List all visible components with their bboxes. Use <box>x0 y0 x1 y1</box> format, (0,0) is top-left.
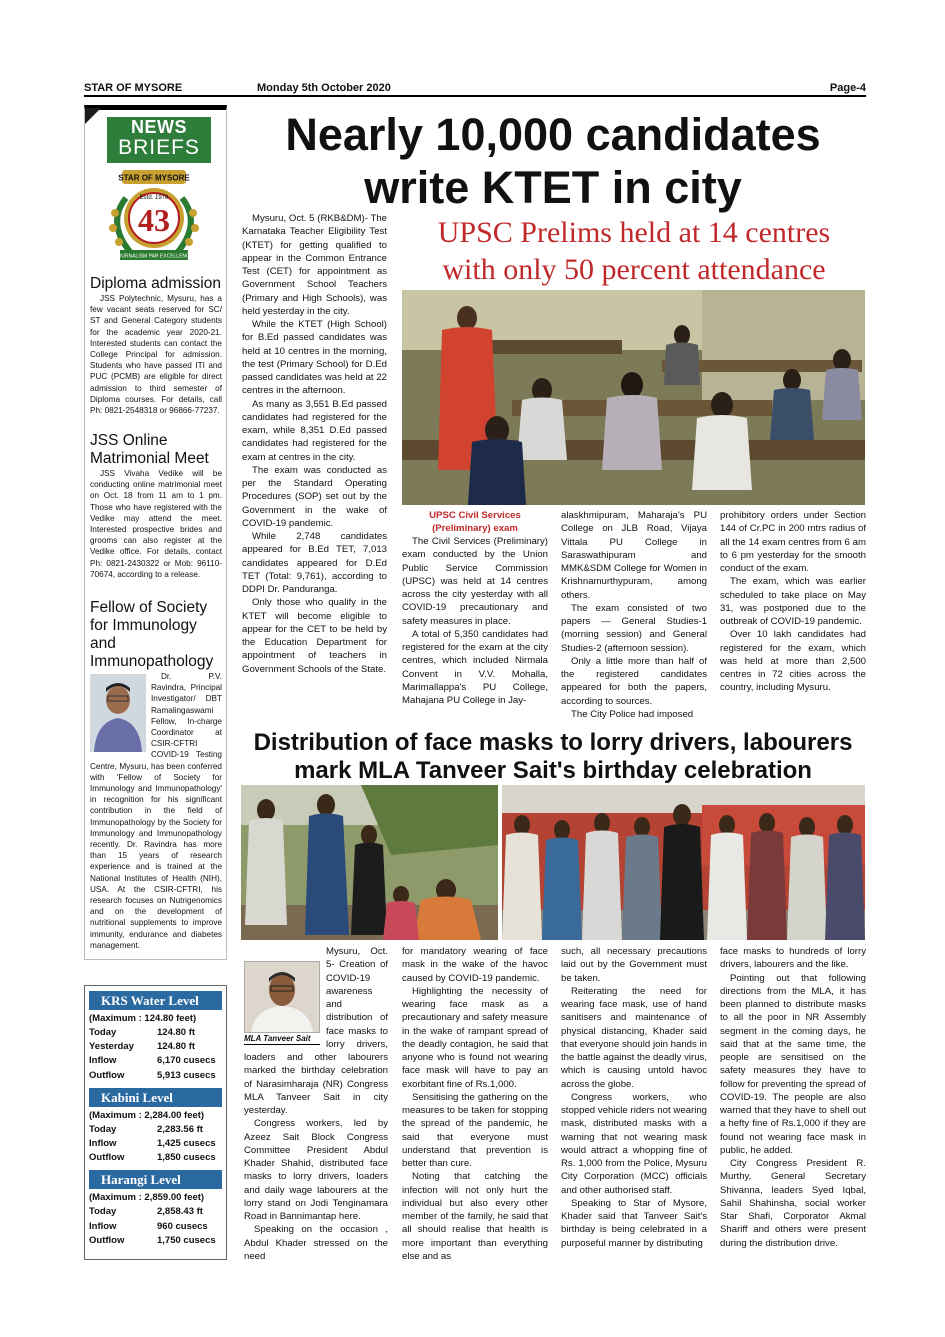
paragraph: alaskhmipuram, Maharaja's PU College on JLB Road, Vijaya Vittala PU College in Saraswathipuram and MMK&SDM College for Women in Krishnamurthypuram, among others. <box>561 510 707 601</box>
upsc-article-col3 <box>720 509 866 695</box>
row-label: Yesterday <box>89 1041 134 1053</box>
row-label: Today <box>89 1123 117 1135</box>
brief-diploma-admission <box>90 275 222 416</box>
brief-body: JSS Vivaha Vedike will be conducting online matrimonial meet on Oct. 18 from 11 am to 1 pm. Those who have registered with the Vedike may attend the meet. Interested prospective brides and grooms can also register at the Vedike office. For details, contact Ph: 0821-2430322 or Mob: 96110-70674, according to a release. <box>90 469 222 579</box>
paragraph: face masks to hundreds of lorry drivers, labourers and the like. <box>720 946 866 971</box>
corner-triangle <box>85 108 101 124</box>
paragraph: Reiterating the need for wearing face mask, use of hand sanitisers and maintenance of physical distancing, Khader said that everyone should join hands in the battle against the deadly virus, which is causing untold havoc across the globe. <box>561 985 707 1090</box>
paragraph: While the KTET (High School) for B.Ed passed candidates was held at 10 centres in the morning, the test (Primary School) for D.Ed passed candidates was held at 22 centres in the afternoon. <box>242 319 387 397</box>
paragraph: Congress workers, led by Azeez Sait Block Congress Committee President Abdul Khader Shahid, distributed face masks to lorry drivers, loaders and daily wage labourers at the lorry stand on Jodi Tenginamara Road in Bannimantap here. <box>244 1118 388 1222</box>
paragraph: While 2,748 candidates appeared for B.Ed TET, 7,013 candidates appeared for D.Ed TET (Total: 9,761), according to DDPI Dr. Panduranga. <box>242 531 387 595</box>
paragraph: Sensitising the gathering on the measures to be taken for stopping the spread of the pandemic, he said that everyone must understand that prevention is better than cure. <box>402 1091 548 1169</box>
brief-title: JSS Online Matrimonial Meet <box>90 432 209 467</box>
krs-row <box>85 1054 226 1068</box>
row-value: 124.80 ft <box>157 1041 196 1053</box>
brief-title: Diploma admission <box>90 275 221 292</box>
ktet-headline-line2: write KTET in city <box>364 162 742 213</box>
paragraph: The City Police had imposed <box>571 708 694 720</box>
row-label: Today <box>89 1027 117 1038</box>
news-briefs-logo <box>107 117 211 163</box>
paragraph: The exam consisted of two papers — General Studies-1 (morning session) and General Studies-2 (afternoon session). <box>561 602 707 654</box>
news-briefs-line1: NEWS <box>131 117 187 137</box>
photo-caption-line2: (Preliminary) exam <box>432 523 518 534</box>
upsc-subhead-line1: UPSC Prelims held at 14 centres <box>437 216 831 249</box>
paragraph: Only those who qualify in the KTET will become eligible to appear for the CET to be held by the Education Department for appointment of teachers in Government Schools of the State. <box>242 597 387 675</box>
upsc-article-col1 <box>402 509 548 707</box>
masks-headline-line2: mark MLA Tanveer Sait's birthday celebration <box>294 757 812 784</box>
paragraph: Only a little more than half of the registered candidates appeared for both the papers, according to sources. <box>561 655 707 707</box>
row-label: Outflow <box>89 1152 125 1164</box>
row-label: Today <box>89 1206 117 1218</box>
masks-article-col4 <box>720 945 866 1250</box>
paragraph: City Congress President R. Murthy, General Secretary Shivanna, leaders Syed Iqbal, Sahil Shahinsha, social worker Star Shafi, Corporator Akmal Shariff and others were present during the distribution drive. <box>720 1158 866 1249</box>
harangi-row <box>85 1205 226 1219</box>
harangi-row <box>85 1220 226 1234</box>
row-value: 5,913 cusecs <box>157 1069 216 1081</box>
seal-motto: JOURNALISM PAR EXCELLENCE <box>115 253 193 260</box>
paragraph: Speaking on the occasion , Abdul Khader stressed on the need <box>244 1224 388 1262</box>
paragraph: Mysuru, Oct. 5- Creation of COVID-19 awareness and distribution of face masks to lorry drivers, loaders and other labourers marked the birthday celebration of Narasimharaja (NR) Congress MLA Tanveer Sait in city yesterday. <box>244 946 388 1116</box>
brief-body: JSS Polytechnic, Mysuru, has a few vacant seats reserved for SC/ ST and General Category students for the academic year 2020-21. Interested students can contact the College Principal for admission. Students who have passed ITI and PUC (PCMB) are eligible for direct admission to third semester of Diploma courses. For details, call Ph: 0821-2548318 or 96866-77237. <box>90 294 222 416</box>
row-value: 2,858.43 ft <box>157 1206 203 1218</box>
brief-fellow-society <box>90 599 222 951</box>
krs-row <box>85 1069 226 1083</box>
upsc-exam-photo <box>402 290 865 505</box>
water-levels-box <box>84 985 227 1260</box>
page-number: Page-4 <box>829 82 866 94</box>
kabini-level <box>85 1088 226 1166</box>
row-label: Inflow <box>89 1138 117 1150</box>
mla-photo <box>244 961 320 1045</box>
photo-caption-line1: UPSC Civil Services <box>429 510 521 521</box>
kabini-row <box>85 1123 226 1137</box>
news-briefs-line2: BRIEFS <box>118 136 200 159</box>
paragraph: prohibitory orders under Section 144 of Cr.PC in 200 mtrs radius of all the 14 exam centres from 6 am to 6 pm yesterday for the smooth conduct of the exam. <box>720 510 866 574</box>
ktet-headline-line1: Nearly 10,000 candidates <box>285 109 821 160</box>
seal-top-text: STAR OF MYSORE <box>118 173 190 183</box>
masks-article-col2 <box>402 945 548 1263</box>
masks-article-col3 <box>561 945 707 1250</box>
masks-headline-line1: Distribution of face masks to lorry drivers, labourers <box>253 729 853 756</box>
harangi-title: Harangi Level <box>89 1170 222 1189</box>
paragraph: Mysuru, Oct. 5 (RKB&DM)- The Karnataka Teacher Eligibility Test (KTET) for getting qualified to appear in the Common Entrance Test (CET) for appointment as Government School Teachers (Primary and High Schools), was held yesterday in the city. <box>242 213 387 317</box>
krs-level <box>85 991 226 1083</box>
masks-headline <box>240 729 866 785</box>
paragraph: Pointing out that following directions from the MLA, it has been planned to distribute masks to all the poor in NR Assembly segment in the coming days, he said that at the same time, the people are sensitised on the safety measures they have to follow for preventing the spread of COVID-19. The people are also warned that they have to shell out a hefty fine of Rs.1,000 if they are found not wearing face mask in public, he added. <box>720 972 866 1156</box>
row-label: Inflow <box>89 1220 117 1232</box>
row-value: 1,425 cusecs <box>157 1138 216 1150</box>
mask-distribution-photo-1 <box>241 785 498 940</box>
paragraph: for mandatory wearing of face mask in the wake of the havoc caused by COVID-19 pandemic. <box>402 946 548 984</box>
issue-date: Monday 5th October 2020 <box>257 82 391 94</box>
paragraph: Highlighting the necessity of wearing face mask as a precautionary and safety measure in the wake of rampant spread of the deadly contagion, he said that anyone who is found not wearing face mask will have to pay an exorbitant fine of Rs.1,000. <box>402 985 548 1090</box>
kabini-max: (Maximum : 2,284.00 feet) <box>89 1109 205 1121</box>
row-value: 124.80 ft <box>157 1027 196 1038</box>
row-label: Outflow <box>89 1234 125 1246</box>
mask-distribution-photo-2 <box>502 785 865 940</box>
mla-photo-caption: MLA Tanveer Sait <box>244 1033 320 1045</box>
seal-estd-text: Estd. 1978 <box>139 195 169 201</box>
upsc-article-col2 <box>561 509 707 721</box>
brief-body: Dr. P.V. Ravindra, Principal Investigator/ DBT Ramalingaswami Fellow, In-charge Coordinator at CSIR-CFTRI COVID-19 Testing Centre, Mysuru, has been conferred with 'Fellow of Society for Immunology and Immunopathology' in recognition for his significant contribution in the field of Immunopathology by the Society for Immunology and Immunopathology recently. Dr. Ravindra has more than 15 years of research experience and is trained at the National Institutes of Health (NIH), USA. At the CSIR-CFTRI, his research focuses on Nutrigenomics and on the development of nutritional supplements to improve immunity, endurance and diabetes management. <box>90 672 222 950</box>
seal-number: 43 <box>138 202 170 238</box>
kabini-row <box>85 1151 226 1165</box>
harangi-max: (Maximum : 2,859.00 feet) <box>89 1192 205 1204</box>
kabini-row <box>85 1137 226 1151</box>
brief-matrimonial-meet <box>90 432 222 580</box>
row-label: Outflow <box>89 1069 125 1081</box>
upsc-subhead <box>396 214 872 288</box>
mla-portrait <box>244 961 320 1033</box>
paragraph: Speaking to Star of Mysore, Khader said that Tanveer Sait's birthday is being celebrated in a purposeful manner by distributing <box>561 1197 707 1249</box>
row-label: Inflow <box>89 1055 117 1067</box>
krs-row <box>85 1026 226 1040</box>
ravindra-photo <box>90 674 146 752</box>
brief-title: Fellow of Society for Immunology and Immunopathology <box>90 599 214 670</box>
krs-row <box>85 1040 226 1054</box>
paragraph: As many as 3,551 B.Ed passed candidates had registered for the exam, while 8,351 D.Ed passed candidates had registered for the exam at centres in the city. <box>242 398 387 463</box>
harangi-row <box>85 1234 226 1248</box>
publication-name: STAR OF MYSORE <box>84 82 183 94</box>
row-value: 6,170 cusecs <box>157 1055 216 1067</box>
masks-article-col1 <box>244 945 388 1263</box>
upsc-subhead-line2: with only 50 percent attendance <box>442 253 826 286</box>
row-value: 1,850 cusecs <box>157 1152 216 1164</box>
paragraph: such, all necessary precautions laid out by the Government must be taken. <box>561 946 707 984</box>
kabini-title: Kabini Level <box>89 1088 222 1107</box>
page-header <box>84 81 866 97</box>
anniversary-seal <box>96 168 212 268</box>
paragraph: A total of 5,350 candidates had registered for the exam at the city centres, which included Nirmala Convent in V.V. Mohalla, Marimallappa's PU College, Mahajana PU College in Jay- <box>402 628 548 706</box>
ktet-headline <box>240 108 866 214</box>
krs-title: KRS Water Level <box>89 991 222 1010</box>
ktet-article <box>242 212 387 676</box>
paragraph: Noting that catching the infection will not only hurt the individual but also every other member of the family, he said that all should realise that health is more important than everything else and as <box>402 1171 548 1262</box>
krs-max: (Maximum : 124.80 feet) <box>89 1013 197 1024</box>
paragraph: The exam, which was earlier scheduled to take place on May 31, was postponed due to the outbreak of COVID-19 pandemic. <box>720 576 866 627</box>
row-value: 1,750 cusecs <box>157 1234 216 1246</box>
harangi-level <box>85 1170 226 1248</box>
row-value: 2,283.56 ft <box>157 1123 203 1135</box>
paragraph: Congress workers, who stopped vehicle riders not wearing mask, distributed masks with a warning that not wearing mask would attract a whopping fine of Rs. 1,000 from the Police, Mysuru City Corporation (MCC) officials and other authorised staff. <box>561 1091 707 1196</box>
row-value: 960 cusecs <box>157 1220 208 1232</box>
paragraph: Over 10 lakh candidates had registered for the exam, which was held at more than 2,500 centres in 72 cities across the country, including Mysuru. <box>720 629 866 694</box>
paragraph: The Civil Services (Preliminary) exam conducted by the Union Public Service Commission (UPSC) was held at 14 centres across the city yesterday with all COVID-19 precautionary and safety measures in place. <box>402 536 548 627</box>
paragraph: The exam was conducted as per the Standard Operating Procedures (SOP) set out by the Government in the wake of COVID-19 pandemic. <box>242 464 387 529</box>
